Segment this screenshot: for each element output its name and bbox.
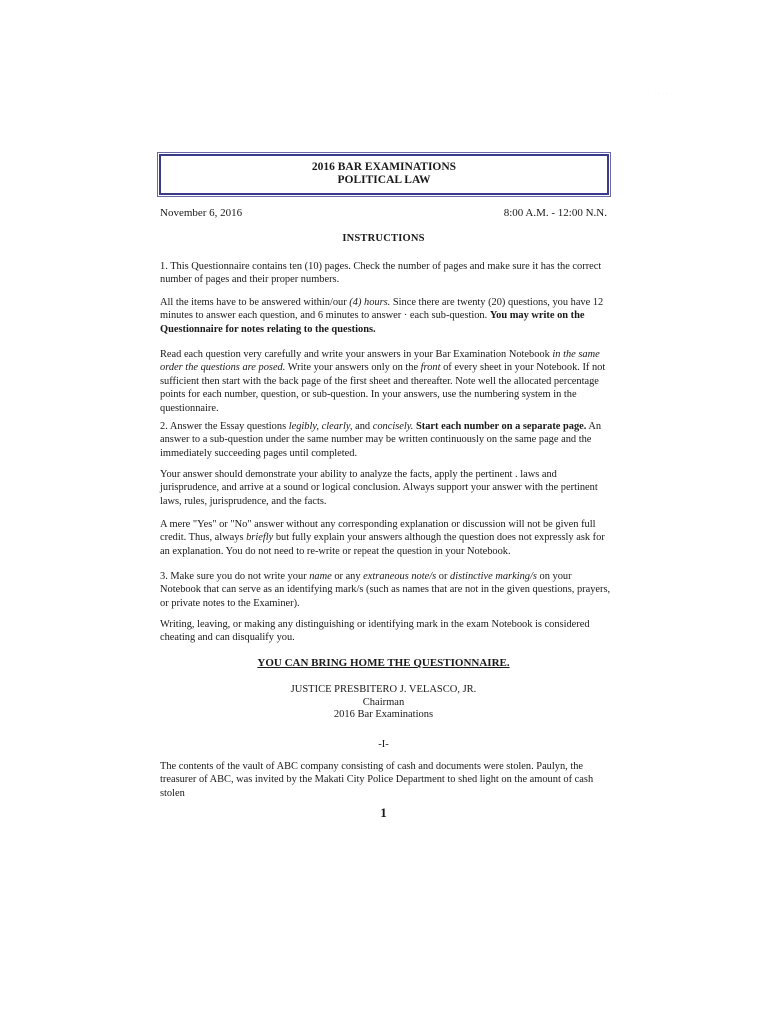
paragraph-text: Since there are twenty (20) questions, you have 12 minutes to answer each question, and 6 minutes to answer · each sub-question.: [160, 297, 604, 322]
paragraph-text: The contents of the vault of ABC company consisting of cash and documents were stolen. Paulyn, the treasurer of ABC, was invited by the Makati City Police Department to shed light on the amount of cash stolen: [160, 761, 594, 799]
paragraph-text: 2. Answer the Essay questions: [160, 421, 289, 432]
question-text: [160, 760, 612, 800]
paragraph-emphasis: in the same order the questions are posed.: [160, 349, 600, 374]
instruction-paragraph-8: [160, 618, 612, 645]
paragraph-emphasis: distinctive marking/s: [450, 571, 537, 582]
scan-artifact: · · · · ·: [655, 92, 673, 97]
paragraph-text: Your answer should demonstrate your ability to analyze the facts, apply the pertinent . laws and jurisprudence, and arrive at a sound or logical conclusion. Always support your answer with the pertinent laws, rules, jurisprudence, and the facts.: [160, 469, 598, 507]
paragraph-text: 1. This Questionnaire contains ten (10) pages. Check the number of pages and make sure it has the correct number of pages and their proper numbers.: [160, 261, 602, 286]
instruction-paragraph-5: [160, 468, 612, 508]
paragraph-text: or any: [331, 571, 364, 582]
paragraph-emphasis: front: [420, 362, 441, 374]
exam-time: 8:00 A.M. - 12:00 N.N.: [503, 207, 607, 219]
paragraph-emphasis: concisely.: [372, 421, 414, 432]
paragraph-text: An answer to a sub-question under the same number may be written continuously on the same page and the immediately succeeding pages until completed.: [160, 421, 602, 459]
date-row: [160, 207, 607, 219]
paragraph-text: Write your answers only on the: [285, 362, 421, 374]
paragraph-emphasis: (4) hours.: [349, 297, 391, 308]
paragraph-text: Writing, leaving, or making any distinguishing or identifying mark in the exam Notebook is considered cheating and can disqualify you.: [160, 619, 590, 644]
exam-title: 2016 BAR EXAMINATIONS: [311, 161, 457, 173]
signature-block: [160, 684, 607, 722]
paragraph-emphasis: name: [309, 571, 332, 582]
exam-subject: POLITICAL LAW: [337, 174, 431, 186]
page-number: 1: [380, 805, 387, 820]
exam-date: November 6, 2016: [160, 207, 243, 219]
instructions-heading: INSTRUCTIONS: [342, 233, 425, 244]
paragraph-bold: Start each number on a separate page.: [413, 421, 587, 432]
paragraph-text: and: [352, 421, 373, 432]
paragraph-text: on your Notebook that can serve as an identifying mark/s (such as names that are not in the given questions, prayers, or private notes to the Examiner).: [160, 571, 611, 609]
paragraph-emphasis: legibly, clearly,: [288, 421, 353, 432]
paragraph-text: Read each question very carefully and write your answers in your Bar Examination Notebook: [160, 349, 553, 360]
paragraph-text: All the items have to be answered within/our: [160, 297, 350, 308]
exam-title-box: [159, 154, 609, 195]
signatory-title: Chairman: [362, 696, 405, 708]
bring-home-notice: YOU CAN BRING HOME THE QUESTIONNAIRE.: [257, 657, 510, 669]
paragraph-text: of every sheet in your Notebook. If not sufficient then start with the back page of the first sheet and thereafter. Note well the allocated percentage points for each number, question, or sub-question. In your answers, use the numbering system in the questionnaire.: [160, 362, 606, 414]
signatory-name: JUSTICE PRESBITERO J. VELASCO, JR.: [290, 684, 477, 695]
paragraph-bold: You may write on the Questionnaire for notes relating to the questions.: [160, 310, 585, 335]
instruction-paragraph-7: [160, 570, 612, 610]
instruction-paragraph-4: [160, 420, 612, 460]
instruction-paragraph-3: [160, 348, 612, 415]
signatory-body: 2016 Bar Examinations: [333, 709, 434, 720]
paragraph-text: but fully explain your answers although the question does not expressly ask for an explanation. You do not need to re-write or repeat the question in your Notebook.: [160, 532, 605, 557]
instruction-paragraph-1: [160, 260, 612, 287]
paragraph-emphasis: briefly: [246, 532, 274, 544]
question-number: -I-: [378, 739, 389, 750]
instruction-paragraph-2: [160, 296, 612, 336]
paragraph-text: A mere "Yes" or "No" answer without any corresponding explanation or discussion will not be given full credit. Thus, always: [160, 519, 596, 544]
paragraph-emphasis: extraneous note/s: [363, 571, 437, 582]
instruction-paragraph-6: [160, 518, 612, 558]
paragraph-text: or: [436, 571, 451, 582]
paragraph-text: 3. Make sure you do not write your: [160, 571, 310, 582]
